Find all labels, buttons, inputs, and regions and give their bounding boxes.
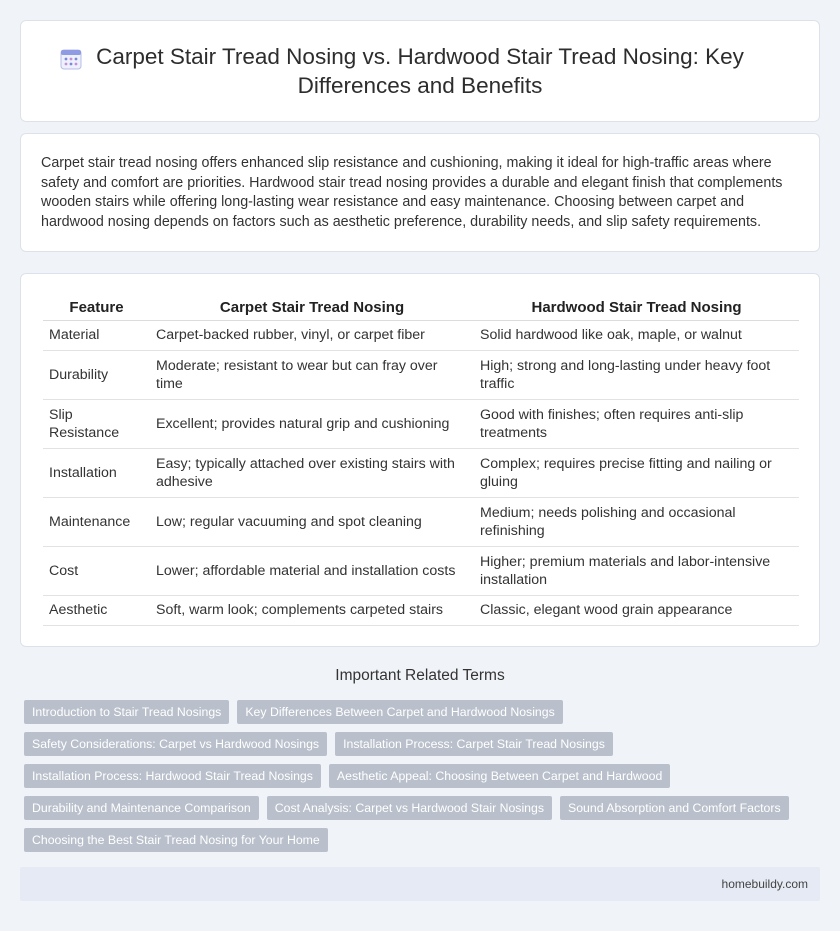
related-term-tag[interactable]: Sound Absorption and Comfort Factors xyxy=(560,796,789,820)
feature-cell: Aesthetic xyxy=(43,595,150,625)
carpet-cell: Lower; affordable material and installation costs xyxy=(150,546,474,595)
footer xyxy=(20,867,820,901)
related-term-tag[interactable]: Installation Process: Carpet Stair Tread Nosings xyxy=(335,732,613,756)
related-term-tag[interactable]: Aesthetic Appeal: Choosing Between Carpet and Hardwood xyxy=(329,764,670,788)
feature-cell: Durability xyxy=(43,350,150,399)
carpet-cell: Low; regular vacuuming and spot cleaning xyxy=(150,497,474,546)
hardwood-cell: Classic, elegant wood grain appearance xyxy=(474,595,799,625)
intro-card xyxy=(20,133,820,252)
header-carpet: Carpet Stair Tread Nosing xyxy=(150,296,474,320)
table-row xyxy=(43,448,799,497)
hardwood-cell: Solid hardwood like oak, maple, or walnut xyxy=(474,320,799,350)
hardwood-cell: Medium; needs polishing and occasional refinishing xyxy=(474,497,799,546)
related-term-tag[interactable]: Cost Analysis: Carpet vs Hardwood Stair Nosings xyxy=(267,796,552,820)
intro-paragraph: Carpet stair tread nosing offers enhanced slip resistance and cushioning, making it ideal for high-traffic areas where safety and comfort are priorities. Hardwood stair tread nosing provides a durable and elegant finish that complements wooden stairs while offering long-lasting wear resistance and easy maintenance. Choosing between carpet and hardwood nosing depends on factors such as aesthetic preference, durability needs, and slip safety requirements. xyxy=(41,155,783,230)
table-row xyxy=(43,350,799,399)
table-row xyxy=(43,320,799,350)
carpet-cell: Moderate; resistant to wear but can fray over time xyxy=(150,350,474,399)
related-terms-heading: Important Related Terms xyxy=(335,667,505,684)
related-term-tag[interactable]: Introduction to Stair Tread Nosings xyxy=(24,700,229,724)
related-term-tag[interactable]: Safety Considerations: Carpet vs Hardwood Nosings xyxy=(24,732,327,756)
header-feature: Feature xyxy=(43,296,150,320)
title-card xyxy=(20,20,820,122)
table-row xyxy=(43,595,799,625)
page-title: Carpet Stair Tread Nosing vs. Hardwood Stair Tread Nosing: Key Differences and Benefits xyxy=(96,44,744,98)
comparison-table-card xyxy=(20,273,820,647)
comparison-table xyxy=(43,296,799,626)
carpet-cell: Easy; typically attached over existing stairs with adhesive xyxy=(150,448,474,497)
feature-cell: Cost xyxy=(43,546,150,595)
hardwood-cell: Complex; requires precise fitting and nailing or gluing xyxy=(474,448,799,497)
related-term-tag[interactable]: Choosing the Best Stair Tread Nosing for Your Home xyxy=(24,828,328,852)
table-row xyxy=(43,497,799,546)
feature-cell: Material xyxy=(43,320,150,350)
related-term-tag[interactable]: Durability and Maintenance Comparison xyxy=(24,796,259,820)
carpet-cell: Carpet-backed rubber, vinyl, or carpet fiber xyxy=(150,320,474,350)
hardwood-cell: Higher; premium materials and labor-intensive installation xyxy=(474,546,799,595)
header-hardwood: Hardwood Stair Tread Nosing xyxy=(474,296,799,320)
related-term-tag[interactable]: Installation Process: Hardwood Stair Tread Nosings xyxy=(24,764,321,788)
carpet-cell: Soft, warm look; complements carpeted stairs xyxy=(150,595,474,625)
feature-cell: Maintenance xyxy=(43,497,150,546)
hardwood-cell: High; strong and long-lasting under heavy foot traffic xyxy=(474,350,799,399)
related-term-tag[interactable]: Key Differences Between Carpet and Hardwood Nosings xyxy=(237,700,562,724)
table-row xyxy=(43,399,799,448)
related-terms-list xyxy=(24,700,824,860)
feature-cell: Slip Resistance xyxy=(43,399,150,448)
carpet-cell: Excellent; provides natural grip and cushioning xyxy=(150,399,474,448)
feature-cell: Installation xyxy=(43,448,150,497)
table-header-row xyxy=(43,296,799,320)
footer-site-link[interactable]: homebuildy.com xyxy=(721,877,808,891)
table-row xyxy=(43,546,799,595)
hardwood-cell: Good with finishes; often requires anti-slip treatments xyxy=(474,399,799,448)
